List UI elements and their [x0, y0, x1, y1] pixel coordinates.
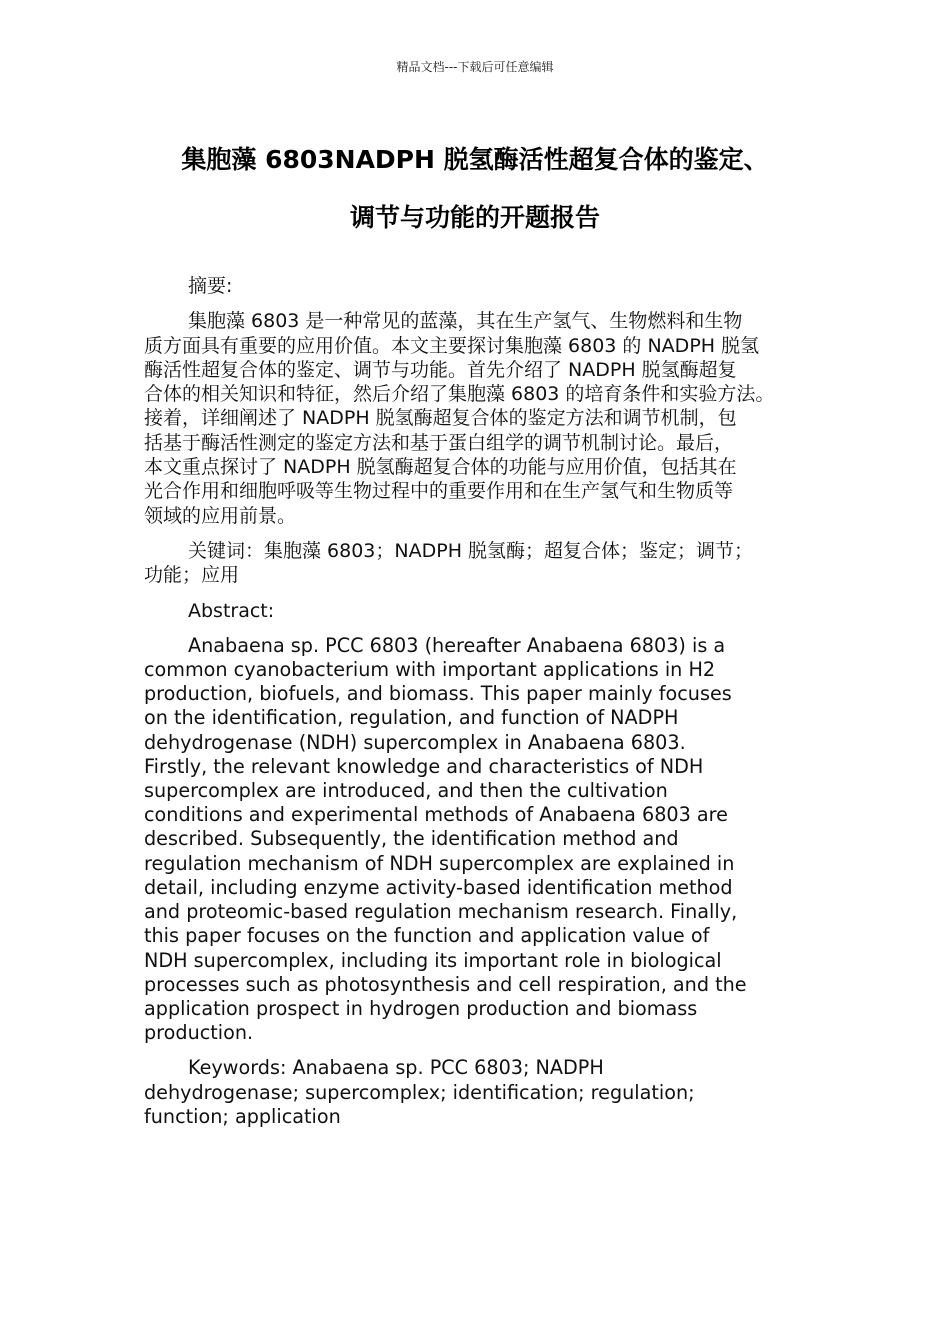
document-title-line-1: 集胞藻 6803NADPH 脱氢酶活性超复合体的鉴定、 — [181, 145, 769, 174]
abstract-cn-line: 酶活性超复合体的鉴定、调节与功能。首先介绍了 NADPH 脱氢酶超复 — [144, 358, 737, 381]
keywords-en-line: dehydrogenase; supercomplex; identification; regulation; — [144, 1080, 695, 1104]
abstract-en-line: processes such as photosynthesis and cell respiration, and the — [144, 972, 747, 996]
abstract-en-line: dehydrogenase (NDH) supercomplex in Anabaena 6803. — [144, 730, 686, 754]
abstract-en-line: Firstly, the relevant knowledge and characteristics of NDH — [144, 754, 704, 778]
keywords-cn-paragraph — [144, 539, 809, 588]
abstract-cn-line: 合体的相关知识和特征，然后介绍了集胞藻 6803 的培育条件和实验方法。 — [144, 383, 775, 406]
abstract-cn-paragraph — [144, 309, 809, 528]
keywords-cn-line: 关键词：集胞藻 6803；NADPH 脱氢酶；超复合体；鉴定；调节； — [188, 539, 754, 562]
abstract-en-line: production. — [144, 1021, 254, 1045]
document-title-line-2: 调节与功能的开题报告 — [349, 203, 600, 232]
abstract-en-line: application prospect in hydrogen production and biomass — [144, 996, 698, 1020]
keywords-en-line: function; application — [144, 1104, 341, 1128]
abstract-en-line: described. Subsequently, the identification method and — [144, 827, 679, 851]
abstract-cn-heading: 摘要: — [188, 275, 233, 297]
abstract-cn-heading-block — [144, 274, 809, 298]
abstract-en-line: Anabaena sp. PCC 6803 (hereafter Anabaena 6803) is a — [188, 633, 726, 657]
abstract-en-line: and proteomic-based regulation mechanism research. Finally, — [144, 900, 738, 924]
keywords-en-line: Keywords: Anabaena sp. PCC 6803; NADPH — [188, 1056, 604, 1080]
abstract-cn-line: 领域的应用前景。 — [144, 504, 297, 527]
abstract-cn-line: 质方面具有重要的应用价值。本文主要探讨集胞藻 6803 的 NADPH 脱氢 — [144, 334, 760, 357]
abstract-en-heading: Abstract: — [188, 599, 275, 622]
abstract-en-line: regulation mechanism of NDH supercomplex are explained in — [144, 851, 735, 875]
abstract-cn-line: 括基于酶活性测定的鉴定方法和基于蛋白组学的调节机制讨论。最后， — [144, 431, 734, 454]
abstract-cn-line: 集胞藻 6803 是一种常见的蓝藻，其在生产氢气、生物燃料和生物 — [188, 310, 743, 333]
abstract-en-line: NDH supercomplex, including its important role in biological — [144, 948, 722, 972]
document-body — [144, 274, 809, 1140]
keywords-cn-line: 功能；应用 — [144, 564, 240, 587]
abstract-en-line: on the identification, regulation, and function of NADPH — [144, 706, 679, 730]
abstract-cn-line: 光合作用和细胞呼吸等生物过程中的重要作用和在生产氢气和生物质等 — [144, 480, 734, 503]
abstract-en-line: detail, including enzyme activity-based identification method — [144, 875, 733, 899]
abstract-cn-line: 接着，详细阐述了 NADPH 脱氢酶超复合体的鉴定方法和调节机制，包 — [144, 407, 737, 430]
abstract-en-line: conditions and experimental methods of Anabaena 6803 are — [144, 803, 728, 827]
abstract-en-paragraph — [144, 634, 809, 1045]
abstract-en-heading-block — [144, 599, 809, 623]
abstract-en-line: production, biofuels, and biomass. This paper mainly focuses — [144, 682, 732, 706]
abstract-en-line: this paper focuses on the function and application value of — [144, 924, 710, 948]
abstract-cn-line: 本文重点探讨了 NADPH 脱氢酶超复合体的功能与应用价值，包括其在 — [144, 456, 737, 479]
keywords-en-paragraph — [144, 1056, 809, 1129]
abstract-en-line: supercomplex are introduced, and then the cultivation — [144, 779, 668, 803]
abstract-en-line: common cyanobacterium with important applications in H2 — [144, 658, 716, 682]
page-header: 精品文档---下载后可任意编辑 — [396, 60, 554, 74]
